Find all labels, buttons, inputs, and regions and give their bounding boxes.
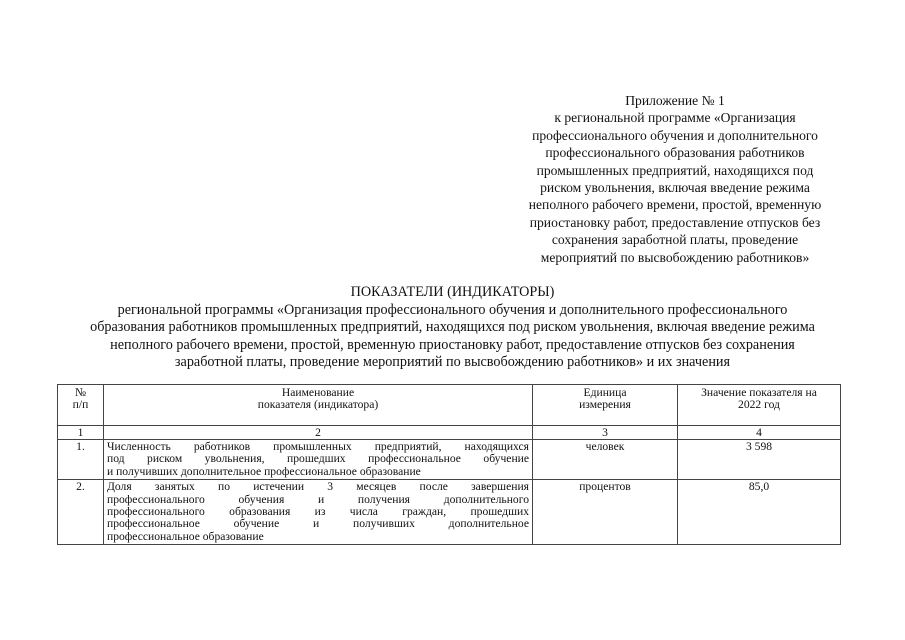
appendix-line: риском увольнения, включая введение режима xyxy=(540,180,810,196)
appendix-line: мероприятий по высвобождению работников» xyxy=(540,249,810,265)
subtitle-line: региональной программы «Организация профессионального обучения и дополнительного профессионального xyxy=(117,301,788,318)
column-number: 1 xyxy=(58,426,104,440)
title-main: ПОКАЗАТЕЛИ (ИНДИКАТОРЫ) xyxy=(350,284,555,300)
appendix-line: к региональной программе «Организация xyxy=(554,110,796,126)
column-number: 2 xyxy=(104,426,533,440)
appendix-line: промышленных предприятий, находящихся под xyxy=(536,162,814,178)
subtitle-line: неполного рабочего времени, простой, временную приостановку работ, предоставление отпусков без сохранения xyxy=(110,336,795,353)
subtitle-line: образования работников промышленных предприятий, находящихся под риском увольнения, включая введение режима xyxy=(90,319,815,336)
column-number: 3 xyxy=(533,426,678,440)
appendix-line: приостановку работ, предоставление отпусков без xyxy=(529,214,821,230)
appendix-heading xyxy=(500,92,850,266)
table-header-row xyxy=(58,385,841,426)
row-number: 1. xyxy=(58,440,104,480)
indicator-unit: процентов xyxy=(533,480,678,545)
table-row xyxy=(58,480,841,545)
column-number: 4 xyxy=(678,426,841,440)
appendix-line: профессионального образования работников xyxy=(545,145,805,161)
indicator-name: Доля занятых по истечении 3 месяцев после завершения профессионального обучения и получения дополнительного профессионального образования из числа граждан, прошедших профессиональное обучение и получивших дополнительное профессиональное образование xyxy=(104,480,533,545)
appendix-line: сохранения заработной платы, проведение xyxy=(551,232,799,248)
indicators-table xyxy=(57,384,841,545)
indicator-name: Численность работников промышленных предприятий, находящихся под риском увольнения, прошедших профессиональное обучение и получивших дополнительное профессиональное образование xyxy=(104,440,533,480)
header-name: Наименование показателя (индикатора) xyxy=(104,385,533,426)
header-unit: Единица измерения xyxy=(533,385,678,426)
header-num: № п/п xyxy=(58,385,104,426)
indicator-unit: человек xyxy=(533,440,678,480)
appendix-line: неполного рабочего времени, простой, временную xyxy=(528,197,822,213)
appendix-line: профессионального обучения и дополнительного xyxy=(532,127,818,143)
document-title xyxy=(40,284,865,372)
column-number-row xyxy=(58,426,841,440)
subtitle-line: заработной платы, проведение мероприятий по высвобождению работников» и их значения xyxy=(174,354,731,371)
table-row xyxy=(58,440,841,480)
appendix-line: Приложение № 1 xyxy=(625,93,725,108)
indicator-value: 3 598 xyxy=(678,440,841,480)
row-number: 2. xyxy=(58,480,104,545)
header-value: Значение показателя на 2022 год xyxy=(678,385,841,426)
indicator-value: 85,0 xyxy=(678,480,841,545)
